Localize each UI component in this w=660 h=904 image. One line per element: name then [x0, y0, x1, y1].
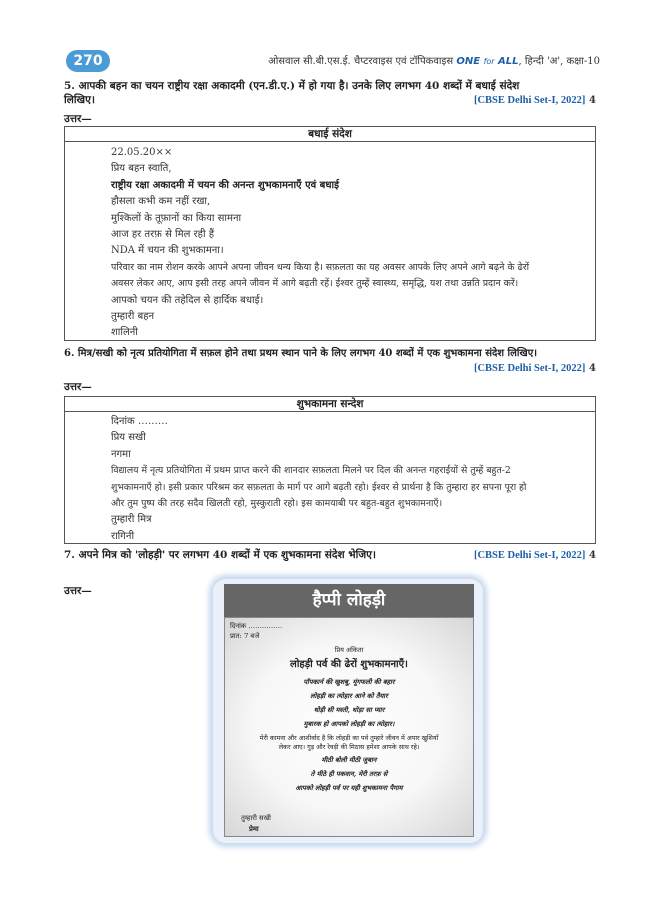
question-6-text: 6. मित्र/सखी को नृत्य प्रतियोगिता में सफ़ल होने तथा प्रथम स्थान पाने के लिए लगभग 40 शब्दों में एक शुभकामना संदेश लिखिए।	[64, 348, 538, 359]
message-signature: रागिनी	[111, 530, 135, 542]
letter-signoff: तुम्हारी बहन	[111, 311, 155, 323]
message-line: शुभकामनाएँ हो। इसी प्रकार परिश्रम कर सफ़लता के मार्ग पर आगे बढ़ती रहो। ईश्वर से प्रार्थना है कि तुम्हारा हर सपना पूरा हो	[111, 481, 527, 493]
letter-line: NDA में चयन की शुभकामना।	[111, 245, 224, 257]
letter-line: मुश्किलों के तूफ़ानों का किया सामना	[111, 212, 242, 224]
question-5-ref: [CBSE Delhi Set-I, 2022]	[473, 95, 586, 107]
card-wish-line: लेकर आए। गुड़ और रेवड़ी की मिठास हमेशा आपके साथ रहे।	[278, 743, 420, 751]
question-6-marks: 4	[589, 362, 596, 374]
message-recipient: नगमा	[111, 448, 131, 460]
question-7-marks: 4	[589, 550, 596, 561]
answer-label-6: उत्तर—	[64, 381, 92, 393]
page-number: 270	[66, 50, 110, 72]
message-signoff: तुम्हारी मित्र	[111, 514, 152, 526]
card-verse2-line: मीठी बोली मीठी जुबान	[321, 756, 377, 764]
card-verse-line: पॉपकार्न की खुशबू, मूंगफली की बहार	[303, 678, 395, 686]
letter-line: अवसर लेकर आए, आप इसी तरह अपने जीवन में आगे बढ़ती रहें। ईश्वर तुम्हें स्वास्थ्य, समृद्धि, यश तथा उन्नति प्रदान करें।	[111, 278, 519, 290]
letter-subject: राष्ट्रीय रक्षा अकादमी में चयन की अनन्त शुभकामनाएँ एवं बधाई	[111, 179, 340, 191]
card-wish-line: मेरी कामना और आशीर्वाद है कि लोहड़ी का पर्व तुम्हारे जीवन में अपार खुशियाँ	[259, 734, 439, 742]
question-7-text: 7. अपने मित्र को 'लोहड़ी' पर लगभग 40 शब्दों में एक शुभकामना संदेश भेजिए।	[64, 549, 376, 561]
letter-signature: शालिनी	[111, 327, 138, 339]
letter-date: 22.05.20××	[111, 147, 173, 158]
letter-line: हौसला कभी कम नहीं रखा,	[111, 196, 211, 208]
question-6-ref: [CBSE Delhi Set-I, 2022]	[473, 362, 586, 374]
question-5-marks: 4	[589, 95, 596, 107]
answer-label-7: उत्तर—	[64, 585, 92, 597]
answer-box-6	[64, 396, 596, 544]
card-date: दिनांक ……………	[230, 622, 283, 630]
letter-line: परिवार का नाम रोशन करके आपने अपना जीवन धन्य किया है। सफ़लता का यह अवसर आपके लिए अपने आगे बढ़ने के ढेरों	[111, 261, 530, 273]
card-verse-line: मुबारक हो आपको लोहड़ी का त्योहार।	[303, 720, 395, 728]
question-5-text-line1: 5. आपकी बहन का चयन राष्ट्रीय रक्षा अकादमी (एन.डी.ए.) में हो गया है। उनके लिए लगभग 40 शब्दों में बधाई संदेश	[64, 80, 520, 92]
question-7-ref: [CBSE Delhi Set-I, 2022]	[473, 550, 586, 561]
card-verse-line: थोड़ी सी मस्ती, थोड़ा सा प्यार	[313, 706, 385, 714]
question-5	[64, 79, 596, 108]
card-verse2-line: ते मीठे ही पकवान, मेरी तरफ़ से	[310, 770, 388, 778]
question-5-text-line2: लिखिए।	[64, 94, 95, 107]
subject-label: , हिन्दी 'अ', कक्षा-10	[518, 56, 600, 67]
answer-box-5	[64, 126, 596, 341]
letter-line: आपको चयन की तहेदिल से हार्दिक बधाई।	[111, 294, 264, 306]
question-6	[64, 347, 596, 376]
brand-logo: ONE for ALL	[456, 56, 519, 67]
book-title: ओसवाल सी.बी.एस.ई. चैप्टरवाइस एवं टॉपिकवाइस	[268, 56, 454, 67]
running-header	[240, 55, 600, 69]
card-verse-line: लोहड़ी का त्योहार आने को तैयार	[310, 692, 388, 700]
letter-line: आज हर तरफ़ से मिल रही हैं	[111, 229, 215, 241]
message-date: दिनांक ………	[111, 416, 168, 427]
message-salutation: प्रिय सखी	[111, 432, 146, 444]
letter-salutation: प्रिय बहन स्वाति,	[111, 163, 172, 175]
card-verse2-line: आपको लोहड़ी पर्व पर यही शुभकामना पैगाम	[295, 784, 403, 792]
message-line: और तुम पुष्प की तरह सदैव खिलती रहो, मुस्कुराती रहो। इस कामयाबी पर बहुत-बहुत शुभकामनाएँ।	[111, 498, 443, 510]
lohri-card	[212, 578, 484, 844]
card-time: प्रात: 7 बजे	[230, 632, 260, 640]
message-line: विद्यालय में नृत्य प्रतियोगिता में प्रथम प्राप्त करने की शानदार सफ़लता मिलने पर दिल की अनन्त गहराईयों से तुम्हें बहुत-2	[111, 465, 511, 477]
answer-label-5: उत्तर—	[64, 113, 92, 125]
card-title: हैप्पी लोहड़ी	[224, 584, 474, 617]
question-7	[64, 548, 596, 563]
answer-box-6-title: शुभकामना सन्देश	[65, 397, 595, 412]
answer-box-5-title: बधाई संदेश	[65, 127, 595, 142]
card-signature: प्रेमा	[249, 825, 259, 833]
card-headline: लोहड़ी पर्व की ढेरों शुभकामनाएँ।	[290, 659, 408, 670]
card-salutation: प्रिय अंकिता	[334, 646, 364, 654]
card-panel	[224, 617, 474, 837]
card-signoff: तुम्हारी सखी	[241, 814, 271, 822]
